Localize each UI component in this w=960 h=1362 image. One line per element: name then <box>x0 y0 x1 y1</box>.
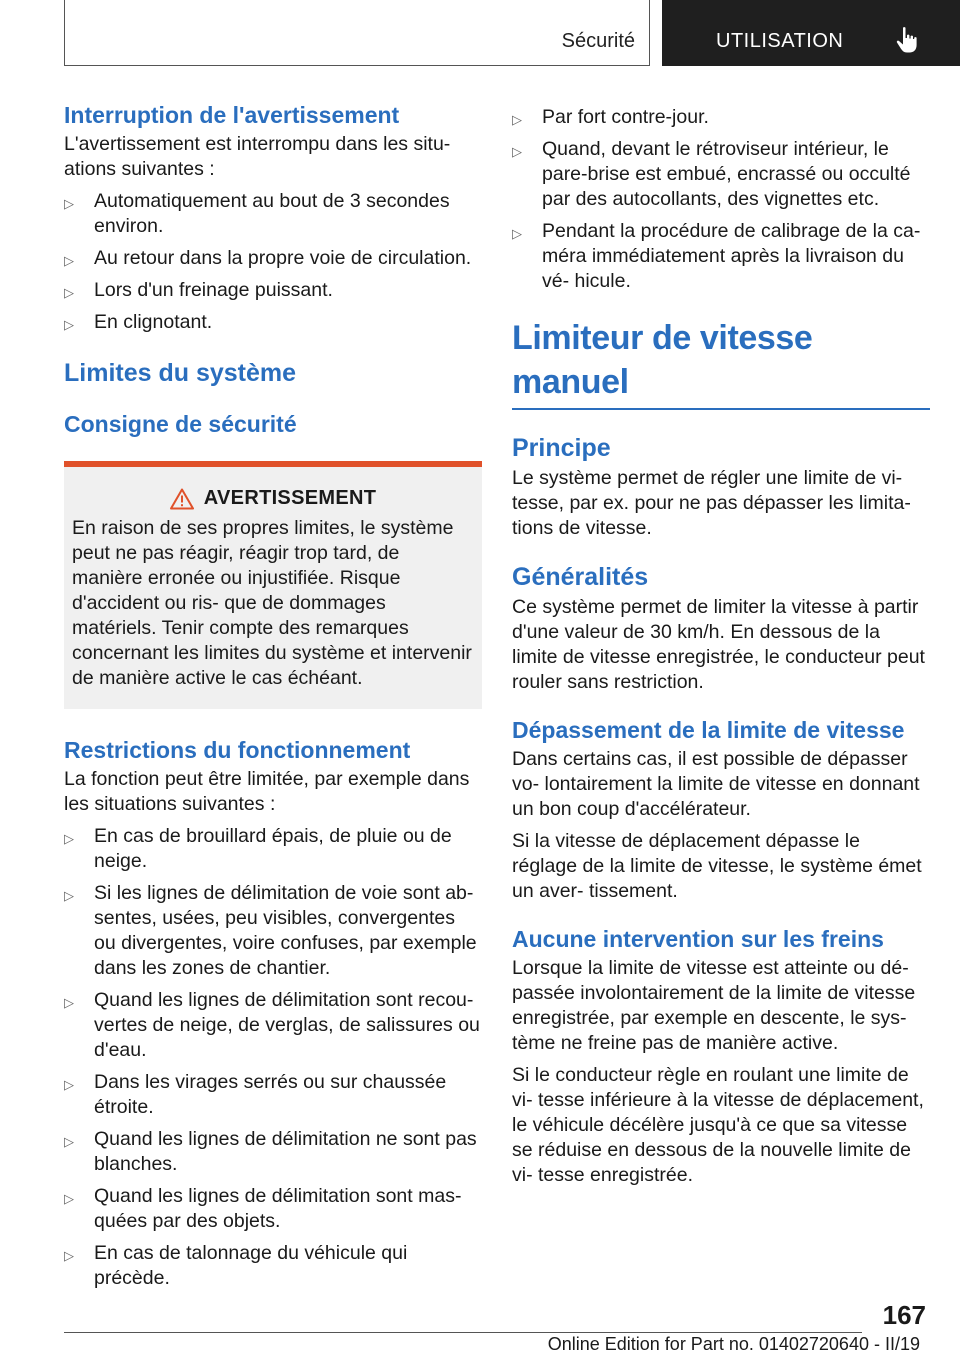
list-item: ▷ Lors d'un freinage puissant. <box>64 278 482 303</box>
triangle-bullet-icon: ▷ <box>512 144 522 159</box>
page-number: 167 <box>882 1300 926 1330</box>
header-chapter-title: UTILISATION <box>716 30 844 52</box>
triangle-bullet-icon: ▷ <box>512 112 522 127</box>
triangle-bullet-icon: ▷ <box>64 831 74 846</box>
continued-list <box>512 105 930 294</box>
warning-label: AVERTISSEMENT <box>203 487 377 509</box>
triangle-bullet-icon: ▷ <box>64 317 74 332</box>
list-item: ▷ Quand les lignes de délimitation ne sont pas blanches. <box>64 1128 477 1175</box>
interruption-intro: L'avertissement est interrompu dans les situ‐ ations suivantes : <box>64 133 451 180</box>
hand-pointer-icon <box>894 26 920 54</box>
triangle-bullet-icon: ▷ <box>64 285 74 300</box>
triangle-bullet-icon: ▷ <box>64 995 74 1010</box>
freins-text-1: Lorsque la limite de vitesse est atteinte ou dé‐ passée involontairement de la limite de vitesse enregistrée, par exemple en descente, le sys‐ tème ne freine pas de manière active. <box>512 957 916 1054</box>
header-chapter-box <box>662 0 960 66</box>
restrictions-intro: La fonction peut être limitée, par exemple dans les situations suivantes : <box>64 768 470 815</box>
triangle-bullet-icon: ▷ <box>64 1191 74 1206</box>
heading-limiteur: Limiteur de vitesse manuel <box>512 316 930 410</box>
triangle-bullet-icon: ▷ <box>64 1077 74 1092</box>
list-item: ▷ En cas de talonnage du véhicule qui précède. <box>64 1242 408 1289</box>
list-item: ▷ En clignotant. <box>64 310 482 335</box>
heading-depassement: Dépassement de la limite de vitesse <box>512 717 905 743</box>
list-item: ▷ Quand, devant le rétroviseur intérieur, le pare-brise est embué, encrassé ou occulté par des autocollants, des vignettes etc. <box>512 138 911 210</box>
left-column <box>64 100 482 1291</box>
list-item: ▷ Automatiquement au bout de 3 secondes environ. <box>64 190 450 237</box>
warning-header <box>72 487 474 510</box>
freins-text-2: Si le conducteur règle en roulant une limite de vi‐ tesse inférieure à la vitesse de déplacement, le véhicule décélère jusqu'à ce que sa vitesse se réduise en dessous de la nouvelle limite de vi‐ tesse enregistrée. <box>512 1064 924 1186</box>
footer-divider <box>64 1332 862 1333</box>
interruption-list <box>64 189 482 335</box>
list-item: ▷ Si les lignes de délimitation de voie sont ab‐ sentes, usées, peu visibles, convergentes ou divergentes, voire confuses, par exemple dans les zones de chantier. <box>64 882 477 979</box>
generalites-text: Ce système permet de limiter la vitesse à partir d'une valeur de 30 km/h. En dessous de la limite de vitesse enregistrée, le conducteur peut rouler sans restriction. <box>512 596 925 693</box>
triangle-bullet-icon: ▷ <box>64 253 74 268</box>
list-item: ▷ Quand les lignes de délimitation sont recou‐ vertes de neige, de verglas, de salissures ou d'eau. <box>64 989 480 1061</box>
page-header <box>0 0 960 66</box>
heading-restrictions: Restrictions du fonctionnement <box>64 737 411 763</box>
triangle-bullet-icon: ▷ <box>64 1248 74 1263</box>
heading-interruption: Interruption de l'avertissement <box>64 102 400 128</box>
triangle-bullet-icon: ▷ <box>64 196 74 211</box>
list-item: ▷ Par fort contre-jour. <box>512 105 930 130</box>
list-item: ▷ Dans les virages serrés ou sur chaussée étroite. <box>64 1071 447 1118</box>
heading-consigne: Consigne de sécurité <box>64 411 297 437</box>
warning-text: En raison de ses propres limites, le système peut ne pas réagir, réagir trop tard, de manière erronée ou injustifiée. Risque d'accident ou ris‐ que de dommages matériels. Tenir compte des remarques concernant les limites du système et intervenir de manière active le cas échéant. <box>72 517 472 689</box>
triangle-bullet-icon: ▷ <box>512 226 522 241</box>
depassement-text-1: Dans certains cas, il est possible de dépasser vo‐ lontairement la limite de vitesse en donnant un bon coup d'accélérateur. <box>512 748 920 820</box>
header-section-box <box>64 0 650 66</box>
triangle-bullet-icon: ▷ <box>64 1134 74 1149</box>
footer-edition: Online Edition for Part no. 01402720640 - II/19 <box>547 1334 920 1354</box>
restrictions-list <box>64 824 482 1291</box>
principe-text: Le système permet de régler une limite de vi‐ tesse, par ex. pour ne pas dépasser les limita‐ tions de vitesse. <box>512 467 911 539</box>
heading-freins: Aucune intervention sur les freins <box>512 926 884 952</box>
header-section-title: Sécurité <box>561 30 635 52</box>
triangle-bullet-icon: ▷ <box>64 888 74 903</box>
right-column <box>512 100 930 1188</box>
heading-principe: Principe <box>512 434 611 462</box>
depassement-text-2: Si la vitesse de déplacement dépasse le réglage de la limite de vitesse, le système émet un aver‐ tissement. <box>512 830 922 902</box>
heading-limites: Limites du système <box>64 359 297 387</box>
list-item: ▷ Pendant la procédure de calibrage de la ca‐ méra immédiatement après la livraison du vé‐ hicule. <box>512 220 921 292</box>
list-item: ▷ Quand les lignes de délimitation sont mas‐ quées par des objets. <box>64 1185 462 1232</box>
list-item: ▷ En cas de brouillard épais, de pluie ou de neige. <box>64 825 452 872</box>
warning-box <box>64 461 482 709</box>
heading-generalites: Généralités <box>512 563 649 591</box>
list-item: ▷ Au retour dans la propre voie de circulation. <box>64 246 482 271</box>
warning-triangle-icon <box>170 488 194 510</box>
